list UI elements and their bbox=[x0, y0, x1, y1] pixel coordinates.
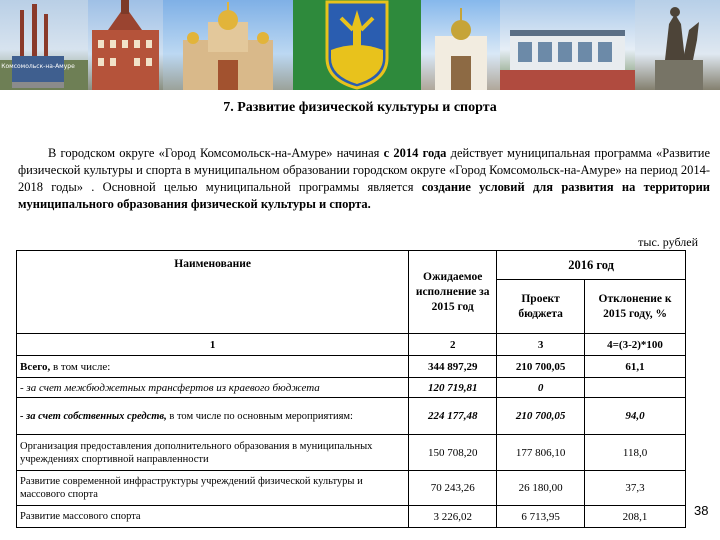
row-name: Развитие массового спорта bbox=[17, 506, 409, 528]
monument-sign: Комсомольск-на-Амуре bbox=[1, 63, 75, 70]
table-row bbox=[17, 398, 686, 435]
cathedral-photo bbox=[163, 0, 293, 90]
page-number: 38 bbox=[694, 503, 709, 518]
sports-complex-photo bbox=[500, 0, 635, 90]
row-budget: 210 700,05 bbox=[497, 356, 585, 378]
col-number-3: 3 bbox=[497, 334, 585, 356]
city-monument-photo bbox=[0, 0, 88, 90]
row-budget: 6 713,95 bbox=[497, 506, 585, 528]
row-budget: 26 180,00 bbox=[497, 471, 585, 506]
section-title: 7. Развитие физической культуры и спорта bbox=[223, 100, 497, 115]
photo-banner bbox=[0, 0, 720, 90]
column-numbers-row bbox=[17, 334, 686, 356]
row-name-italic: - за счет собственных средств, bbox=[20, 410, 167, 422]
row-deviation: 208,1 bbox=[585, 506, 686, 528]
description-bold-1: с 2014 года bbox=[383, 146, 447, 160]
description-text-1: В городском округе «Город Комсомольск-на-Амуре» начиная bbox=[48, 146, 384, 160]
row-budget: 0 bbox=[497, 378, 585, 398]
row-budget: 177 806,10 bbox=[497, 435, 585, 471]
row-name-rest: в том числе по основным мероприятиям: bbox=[166, 410, 353, 422]
table-row bbox=[17, 506, 686, 528]
row-name: Развитие современной инфраструктуры учреждений физической культуры и массового спорта bbox=[17, 471, 409, 506]
church-photo bbox=[421, 0, 500, 90]
row-deviation: 61,1 bbox=[585, 356, 686, 378]
row-budget: 210 700,05 bbox=[497, 398, 585, 435]
header-year: 2016 год bbox=[497, 251, 686, 280]
header-expected: Ожидаемое исполнение за 2015 год bbox=[409, 251, 497, 334]
table-row bbox=[17, 378, 686, 398]
header-deviation: Отклонение к 2015 году, % bbox=[585, 280, 686, 334]
row-name-rest: в том числе: bbox=[50, 360, 111, 373]
table-row bbox=[17, 435, 686, 471]
row-deviation: 118,0 bbox=[585, 435, 686, 471]
row-name bbox=[17, 398, 409, 435]
worker-monument-photo bbox=[635, 0, 720, 90]
table-row bbox=[17, 471, 686, 506]
red-building-photo bbox=[88, 0, 163, 90]
row-deviation: 94,0 bbox=[585, 398, 686, 435]
row-deviation bbox=[585, 378, 686, 398]
description-text-2: действует муниципальная программа «Развитие физической культуры и спорта в муниципальном образовании городском округе «Город Комсомольск-на-Амуре» на период 2014-2018 годы» . Основной целью муниципальной программы является bbox=[18, 146, 710, 194]
program-description bbox=[18, 145, 710, 213]
city-emblem bbox=[293, 0, 421, 90]
col-number-1: 1 bbox=[17, 334, 409, 356]
col-number-4: 4=(3-2)*100 bbox=[585, 334, 686, 356]
row-name bbox=[17, 356, 409, 378]
row-name: Организация предоставления дополнительного образования в муниципальных учреждениях спортивной направленности bbox=[17, 435, 409, 471]
budget-table bbox=[16, 250, 686, 528]
row-expected: 344 897,29 bbox=[409, 356, 497, 378]
row-expected: 3 226,02 bbox=[409, 506, 497, 528]
row-expected: 120 719,81 bbox=[409, 378, 497, 398]
row-expected: 224 177,48 bbox=[409, 398, 497, 435]
row-expected: 150 708,20 bbox=[409, 435, 497, 471]
row-name-bold: Всего, bbox=[20, 360, 51, 373]
units-label: тыс. рублей bbox=[638, 235, 698, 249]
row-deviation: 37,3 bbox=[585, 471, 686, 506]
header-budget: Проект бюджета bbox=[497, 280, 585, 334]
table-row bbox=[17, 356, 686, 378]
description-bold-2: создание условий для развития на территории муниципального образования физической культуры и спорта. bbox=[18, 180, 711, 211]
header-name: Наименование bbox=[17, 251, 409, 334]
col-number-2: 2 bbox=[409, 334, 497, 356]
row-expected: 70 243,26 bbox=[409, 471, 497, 506]
row-name: - за счет межбюджетных трансфертов из краевого бюджета bbox=[17, 378, 409, 398]
